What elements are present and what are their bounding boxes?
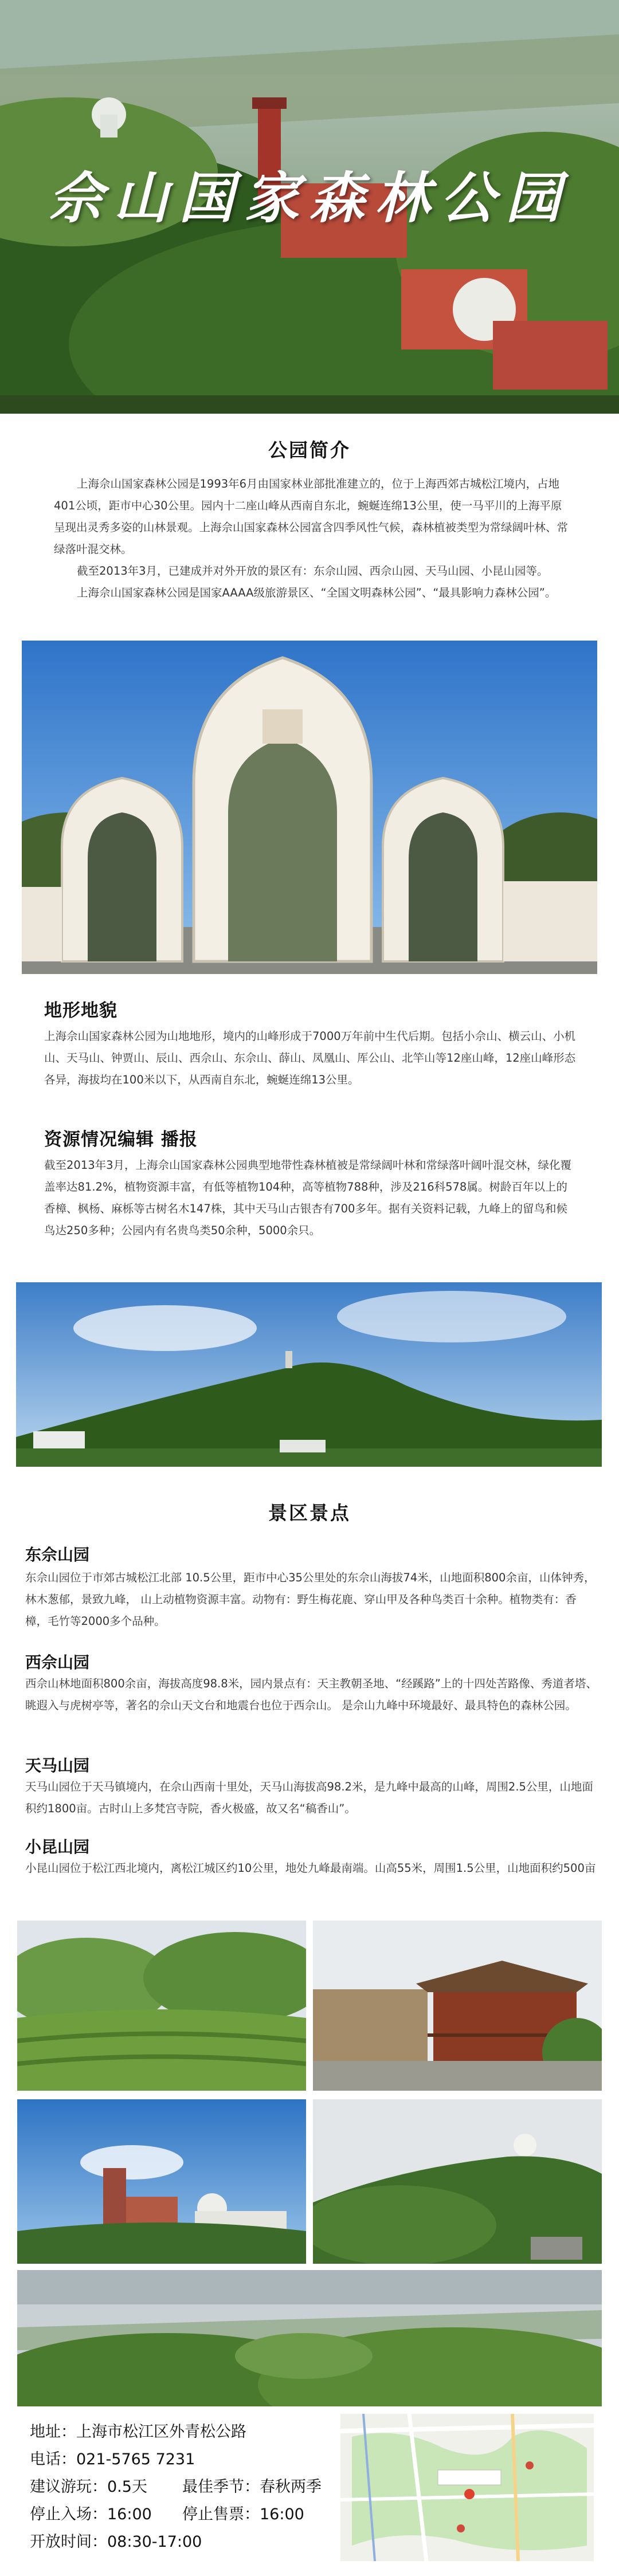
entry-stop-row xyxy=(30,2502,152,2524)
phone-value[interactable]: 021-5765 7231 xyxy=(76,2451,195,2468)
phone-label: 电话： xyxy=(30,2451,76,2468)
spot-name-2: 西佘山园 xyxy=(25,1653,90,1672)
terrain-text: 上海佘山国家森林公园为山地地形，境内的山峰形成于7000万年前中生代后期。包括小佘山、横云山、小机山、天马山、钟贾山、辰山、西佘山、东佘山、薛山、凤凰山、厍公山、北竿山等12座山峰，12座山峰形态各异，海拔均在100米以下，从西南自东北，蜿蜒连绵13公里。 xyxy=(44,1030,576,1086)
duration-value: 0.5天 xyxy=(107,2478,147,2496)
sale-stop-label: 停止售票： xyxy=(182,2506,260,2523)
spot-name-3: 天马山园 xyxy=(25,1756,90,1775)
sale-stop-row xyxy=(182,2502,304,2524)
park-gate-photo xyxy=(22,641,597,974)
spot-name-4: 小昆山园 xyxy=(25,1837,90,1856)
address-row xyxy=(30,2419,246,2441)
hero-title: 佘山国家森林公园 xyxy=(48,166,571,230)
address-label: 地址： xyxy=(30,2423,76,2441)
duration-row xyxy=(30,2474,147,2496)
spots-title: 景区景点 xyxy=(268,1502,351,1524)
spot-name-1: 东佘山园 xyxy=(25,1545,90,1564)
hero-banner xyxy=(0,0,619,414)
forest-hill-photo xyxy=(313,2099,602,2264)
resources-text: 截至2013年3月，上海佘山国家森林公园典型地带性森林植被是常绿阔叶林和常绿落叶阔叶混交林，绿化覆盖率达81.2%，植物资源丰富，有低等植物104种，高等植物788种，涉及216科578属。树龄百年以上的香樟、枫杨、麻栎等古树名木147株，其中天马山古银杏有700多年。据有关资料记载，九峰上的留鸟和候鸟达250多种；公园内有名贵鸟类50余种，5000余只。 xyxy=(44,1159,572,1237)
entry-stop-label: 停止入场： xyxy=(30,2506,107,2523)
spot-text-2: 西佘山林地面积800余亩，海拔高度98.8米，园内景点有：天主教朝圣地、“经蹊路”上的十四处苦路像、秀道者塔、眺遐入与虎树亭等，著名的佘山天文台和地震台也位于西佘山。 是佘山九峰中环境最好、最具特色的森林公园。 xyxy=(25,1677,597,1712)
sale-stop-value: 16:00 xyxy=(260,2506,304,2523)
season-label: 最佳季节： xyxy=(182,2478,260,2496)
observatory-church-photo xyxy=(17,2099,306,2264)
spot-text-4: 小昆山园位于松江西北境内，离松江城区约10公里，地处九峰最南端。山高55米，周围1.5公里，山地面积约500亩 xyxy=(25,1862,596,1875)
intro-paragraph-3: 上海佘山国家森林公园是国家AAAA级旅游景区、“全国文明森林公园”、“最具影响力森林公园”。 xyxy=(77,586,557,599)
intro-paragraph-1: 上海佘山国家森林公园是1993年6月由国家林业部批准建立的，位于上海西郊古城松江境内，占地401公顷，距市中心30公里。园内十二座山峰从西南自东北，蜿蜒连绵13公里，使一马平川的上海平原呈现出灵秀多姿的山林景观。上海佘山国家森林公园富含四季风性气候，森林植被类型为常绿阔叶林、常绿落叶混交林。 xyxy=(54,477,569,556)
spot-text-3: 天马山园位于天马镇境内，在佘山西南十里处，天马山海拔高98.2米，是九峰中最高的山峰，周围2.5公里，山地面积约1800亩。古时山上多梵宫寺院，香火极盛，故又名“稿香山”。 xyxy=(25,1780,593,1815)
season-value: 春秋两季 xyxy=(260,2478,322,2496)
intro-title: 公园简介 xyxy=(268,439,351,461)
map-pin-icon xyxy=(464,2489,475,2499)
hours-value: 08:30-17:00 xyxy=(107,2533,202,2551)
intro-text xyxy=(54,473,570,604)
entry-stop-value: 16:00 xyxy=(107,2506,152,2523)
spot-text-1: 东佘山园位于市郊古城松江北部 10.5公里，距市中心35公里处的东佘山海拔74米，山地面积800余亩，山体钟秀，林木葱郁，景致九峰， 山上动植物资源丰富。动物有：野生梅花鹿、穿山甲及各种鸟类百十余种。植物类有：香樟，毛竹等2000多个品种。 xyxy=(25,1571,596,1628)
hill-panorama-photo xyxy=(16,1282,602,1467)
season-row xyxy=(182,2474,322,2496)
terrain-title: 地形地貌 xyxy=(44,1000,117,1021)
resources-title: 资源情况编辑 播报 xyxy=(44,1129,198,1150)
aerial-view-photo xyxy=(17,2270,602,2406)
location-map[interactable] xyxy=(340,2414,594,2561)
intro-paragraph-2: 截至2013年3月，已建成并对外开放的景区有：东佘山园、西佘山园、天马山园、小昆山园等。 xyxy=(77,564,549,578)
hours-row xyxy=(30,2529,202,2551)
hours-label: 开放时间： xyxy=(30,2533,107,2551)
phone-row xyxy=(30,2447,195,2469)
temple-photo xyxy=(313,1921,602,2091)
tea-garden-photo xyxy=(17,1921,306,2091)
duration-label: 建议游玩： xyxy=(30,2478,107,2496)
address-value: 上海市松江区外青松公路 xyxy=(76,2423,246,2441)
